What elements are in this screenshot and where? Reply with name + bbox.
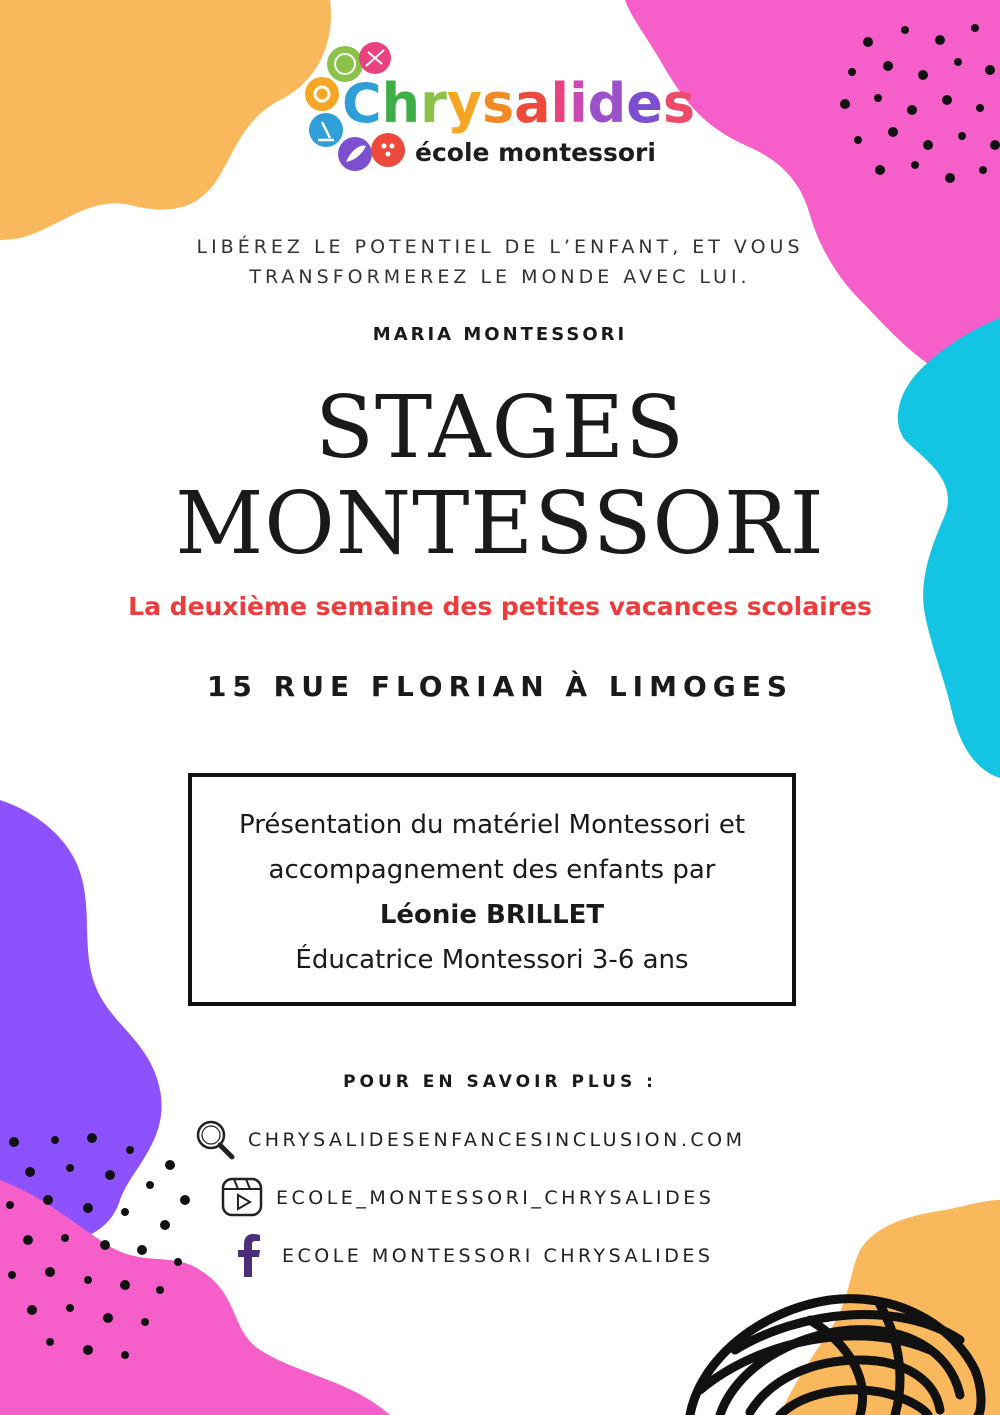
palette-icon xyxy=(371,133,405,167)
website-link[interactable]: CHRYSALIDESENFANCESINCLUSION.COM xyxy=(248,1129,746,1151)
logo-letter: a xyxy=(514,72,551,135)
facebook-icon xyxy=(226,1233,272,1279)
quote-author: MARIA MONTESSORI xyxy=(372,324,628,345)
logo-subtitle: école montessori xyxy=(415,138,656,167)
gear-icon xyxy=(305,77,339,111)
educator-role: Éducatrice Montessori 3-6 ans xyxy=(295,945,689,975)
title-line: STAGES xyxy=(314,378,686,478)
info-box-text xyxy=(192,803,792,983)
logo-letter: l xyxy=(550,72,570,135)
info-line: Présentation du matériel Montessori et xyxy=(238,810,746,840)
logo-letter: d xyxy=(587,72,627,135)
info-line: accompagnement des enfants par xyxy=(268,855,716,885)
logo-letter: h xyxy=(381,72,421,135)
video-account-link[interactable]: ECOLE_MONTESSORI_CHRYSALIDES xyxy=(276,1187,715,1209)
educator-name: Léonie BRILLET xyxy=(379,900,605,930)
orange-blob-top-left xyxy=(0,0,331,240)
title-line: MONTESSORI xyxy=(175,474,825,574)
more-info-heading: POUR EN SAVOIR PLUS : xyxy=(343,1072,657,1092)
quote xyxy=(150,232,850,292)
info-box xyxy=(188,773,796,1006)
logo xyxy=(300,42,700,182)
logo-letter: r xyxy=(420,72,447,135)
contact-video[interactable] xyxy=(220,1176,714,1220)
logo-letter: y xyxy=(446,72,482,135)
logo-letter: i xyxy=(569,72,588,135)
subtitle: La deuxième semaine des petites vacances scolaires xyxy=(128,592,872,621)
logo-letter: s xyxy=(481,72,515,135)
address: 15 RUE FLORIAN À LIMOGES xyxy=(206,670,794,703)
quote-line: LIBÉREZ LE POTENTIEL DE L’ENFANT, ET VOUS xyxy=(196,236,804,258)
search-icon xyxy=(192,1117,238,1163)
contact-website[interactable] xyxy=(192,1118,746,1162)
logo-letter: C xyxy=(342,72,382,135)
logo-letter: e xyxy=(626,72,663,135)
page-title xyxy=(60,380,940,572)
facebook-page-link[interactable]: ECOLE MONTESSORI CHRYSALIDES xyxy=(282,1245,714,1267)
logo-wordmark xyxy=(342,74,695,134)
quote-line: TRANSFORMEREZ LE MONDE AVEC LUI. xyxy=(249,266,751,288)
logo-letter: s xyxy=(662,72,696,135)
purple-blob-left xyxy=(0,800,162,1244)
contact-facebook[interactable] xyxy=(226,1234,713,1278)
video-icon xyxy=(220,1175,266,1221)
